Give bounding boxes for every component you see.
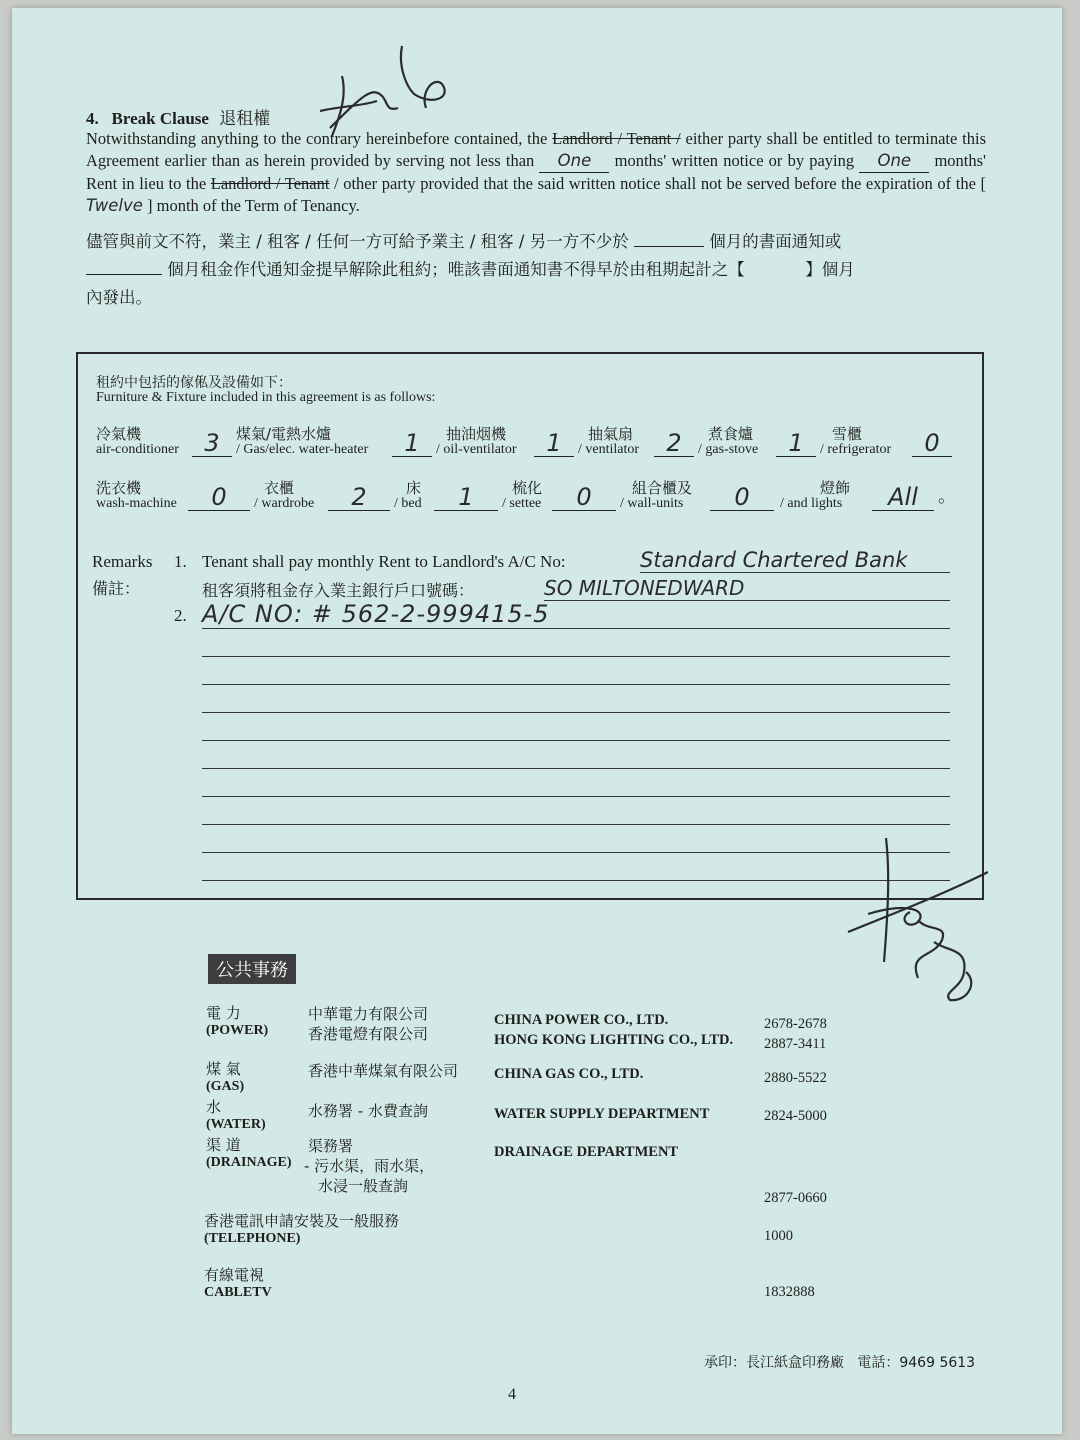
phone-number: 2887-3411 [764, 1036, 827, 1052]
struck-text-2: Landlord / Tenant [210, 174, 330, 193]
zh-blank-1[interactable] [634, 228, 704, 247]
fixture-bed [394, 480, 422, 512]
fixture-air-conditioner [96, 426, 179, 458]
rent-months-field[interactable]: One [859, 150, 929, 173]
fixture-label-zh: 組合櫃及 [632, 479, 693, 497]
fixture-label-en: / wardrobe [254, 496, 315, 511]
section-number: 4. [86, 109, 99, 128]
fixtures-box [76, 352, 984, 900]
fixtures-heading-zh: 租約中包括的傢俬及設備如下： [96, 375, 292, 391]
fixture-label-zh: 梳化 [512, 479, 543, 497]
fixture-label-zh: 燈飾 [820, 479, 851, 497]
clause-text-2: either party shall be entitled to terminate this Agreement earlier than as herein provided by serving not less than [86, 129, 987, 170]
power-companies-en [494, 1010, 733, 1050]
row-end-mark: 。 [938, 486, 956, 507]
remark-line[interactable] [202, 740, 950, 741]
qty-refrigerator[interactable]: 0 [912, 430, 952, 457]
fixture-label-zh: 抽油烟機 [446, 425, 507, 443]
struck-text-1: Landlord / Tenant / [552, 129, 681, 148]
clause-text-6: ] month of the Term of Tenancy. [147, 196, 360, 215]
fixture-label-en: / gas-stove [698, 442, 759, 457]
utility-en: CABLETV [204, 1285, 272, 1300]
section-title [86, 104, 270, 129]
fixture-ventilator [578, 426, 639, 458]
company-zh: 香港電燈有限公司 [308, 1025, 429, 1043]
remark-2-account-number[interactable]: A/C NO: # 562-2-999415-5 [202, 600, 950, 629]
fixture-label-en: / bed [394, 496, 422, 511]
remark-line[interactable] [202, 656, 950, 657]
qty-air-conditioner[interactable]: 3 [192, 430, 232, 457]
utility-zh: 水 [206, 1098, 222, 1116]
utility-zh: 香港電訊申請安裝及一般服務 [204, 1212, 400, 1230]
gas-phone: 2880-5522 [764, 1070, 827, 1086]
fixture-label-en: / ventilator [578, 442, 640, 457]
fixture-label-zh: 煤氣/電熱水爐 [236, 425, 332, 443]
zh-text-1: 儘管與前文不符，業主 / 租客 / 任何一方可給予業主 / 租客 / 另一方不少於 [86, 232, 629, 251]
notice-months-field[interactable]: One [539, 150, 609, 173]
remarks-label-zh: 備註： [92, 579, 141, 598]
fixture-water-heater [236, 426, 368, 458]
company-zh: 渠務署 [308, 1137, 354, 1155]
fixture-label-en: / settee [502, 496, 542, 511]
expiry-month-field[interactable]: Twelve [86, 196, 143, 215]
utility-zh: 電 力 [206, 1004, 241, 1022]
qty-oil-ventilator[interactable]: 1 [534, 430, 574, 457]
utility-en: (POWER) [206, 1023, 269, 1038]
fixtures-heading-en: Furniture & Fixture included in this agreement is as follows: [96, 390, 436, 405]
phone-number: 2678-2678 [764, 1016, 827, 1032]
utility-zh: 煤 氣 [206, 1060, 241, 1078]
telephone-number: 1000 [764, 1228, 793, 1244]
company-en: HONG KONG LIGHTING CO., LTD. [494, 1032, 734, 1048]
fixture-settee [502, 480, 542, 512]
power-companies-zh [308, 1004, 428, 1044]
fixture-label-en: / and lights [780, 496, 843, 511]
qty-wash-machine[interactable]: 0 [188, 484, 250, 511]
remark-2-number: 2. [174, 606, 187, 625]
fixture-oil-ventilator [436, 426, 516, 458]
fixture-label-zh: 冷氣機 [96, 425, 142, 443]
utility-en: (GAS) [206, 1079, 245, 1094]
fixture-label-en: / refrigerator [820, 442, 892, 457]
remark-1-number: 1. [174, 552, 187, 571]
signature-bottom [838, 832, 988, 1002]
fixture-label-zh: 衣櫃 [264, 479, 295, 497]
zh-text-4: 】個月 [805, 260, 855, 279]
qty-ventilator[interactable]: 2 [654, 430, 694, 457]
power-phones [764, 1014, 827, 1054]
fixture-refrigerator [820, 426, 891, 458]
clause-text-4: months' Rent in lieu to the [86, 151, 987, 193]
break-clause-chinese [86, 228, 988, 312]
qty-lights[interactable]: All [872, 484, 934, 511]
printer-info [704, 1352, 975, 1372]
qty-settee[interactable]: 0 [552, 484, 616, 511]
drainage-phone: 2877-0660 [764, 1190, 827, 1206]
fixture-label-zh: 抽氣扇 [588, 425, 634, 443]
utility-zh: 有線電視 [204, 1266, 265, 1284]
qty-wall-units[interactable]: 0 [710, 484, 774, 511]
zh-text-2: 個月的書面通知或 [709, 232, 842, 251]
drainage-dept-zh [304, 1136, 435, 1196]
printer-phone: 電話：9469 5613 [857, 1355, 976, 1371]
utility-en: (WATER) [206, 1117, 266, 1132]
document-page [12, 8, 1062, 1434]
company-zh: - 污水渠，雨水渠， [304, 1157, 435, 1175]
fixture-label-zh: 床 [406, 479, 422, 497]
qty-gas-stove[interactable]: 1 [776, 430, 816, 457]
utility-gas [206, 1058, 244, 1095]
drainage-dept-en: DRAINAGE DEPARTMENT [494, 1144, 679, 1160]
remark-line[interactable] [202, 768, 950, 769]
fixture-label-en: / Gas/elec. water-heater [236, 442, 369, 457]
fixture-label-en: / oil-ventilator [436, 442, 517, 457]
clause-text-3: months' written notice or by paying [614, 151, 855, 170]
utility-telephone [204, 1210, 399, 1247]
section-title-en: Break Clause [111, 109, 209, 128]
utility-cabletv [204, 1264, 272, 1301]
utility-zh: 渠 道 [206, 1136, 241, 1154]
remark-line[interactable] [202, 684, 950, 685]
fixture-wall-units [620, 480, 692, 512]
utility-water [206, 1096, 266, 1133]
zh-text-3: 個月租金作代通知金提早解除此租約；唯該書面通知書不得早於由租期起計之【 [167, 260, 745, 279]
company-zh: 中華電力有限公司 [308, 1005, 429, 1023]
fixture-label-en: / wall-units [620, 496, 684, 511]
break-clause-english [86, 128, 986, 217]
water-phone: 2824-5000 [764, 1108, 827, 1124]
zh-text-5: 內發出。 [86, 288, 152, 307]
remark-line[interactable] [202, 712, 950, 713]
page-number: 4 [508, 1386, 516, 1403]
utility-power [206, 1002, 268, 1039]
remark-line[interactable] [202, 796, 950, 797]
remark-1-text: Tenant shall pay monthly Rent to Landlord's A/C No: [202, 552, 566, 571]
qty-wardrobe[interactable]: 2 [328, 484, 390, 511]
cabletv-number: 1832888 [764, 1284, 815, 1300]
water-dept-zh: 水務署 - 水費查詢 [308, 1102, 428, 1120]
fixture-lights [780, 480, 850, 512]
company-zh: 水浸一般查詢 [318, 1177, 409, 1195]
gas-company-en: CHINA GAS CO., LTD. [494, 1066, 644, 1082]
fixture-label-en: air-conditioner [96, 442, 179, 457]
fixture-label-zh: 雪櫃 [832, 425, 863, 443]
remark-1-bank[interactable]: Standard Chartered Bank [640, 548, 950, 573]
utility-en: (TELEPHONE) [204, 1231, 301, 1246]
zh-blank-2[interactable] [86, 256, 162, 275]
fixture-gas-stove [698, 426, 758, 458]
section-title-zh: 退租權 [219, 109, 271, 129]
fixture-label-en: wash-machine [96, 496, 177, 511]
remarks-label-en: Remarks [92, 552, 153, 571]
company-en: CHINA POWER CO., LTD. [494, 1012, 669, 1028]
fixture-label-zh: 洗衣機 [96, 479, 142, 497]
qty-water-heater[interactable]: 1 [392, 430, 432, 457]
clause-text-1: Notwithstanding anything to the contrary hereinbefore contained, the [86, 129, 548, 148]
utilities-heading: 公共事務 [208, 954, 296, 984]
water-dept-en: WATER SUPPLY DEPARTMENT [494, 1106, 710, 1122]
remark-1-zh: 租客須將租金存入業主銀行戶口號碼： [202, 581, 475, 600]
remark-line[interactable] [202, 824, 950, 825]
fixture-wash-machine [96, 480, 177, 512]
clause-text-5: / other party provided that the said written notice shall not be served before the expiration of the [ [334, 174, 986, 193]
gas-company-zh: 香港中華煤氣有限公司 [308, 1062, 459, 1080]
utility-drainage [206, 1134, 292, 1171]
printer-name: 承印：長江紙盒印務廠 [704, 1355, 844, 1371]
fixture-wardrobe [254, 480, 314, 512]
fixture-label-zh: 煮食爐 [708, 425, 754, 443]
utility-en: (DRAINAGE) [206, 1155, 292, 1170]
qty-bed[interactable]: 1 [434, 484, 498, 511]
remark-1-account-name[interactable]: SO MILTONEDWARD [544, 576, 950, 601]
